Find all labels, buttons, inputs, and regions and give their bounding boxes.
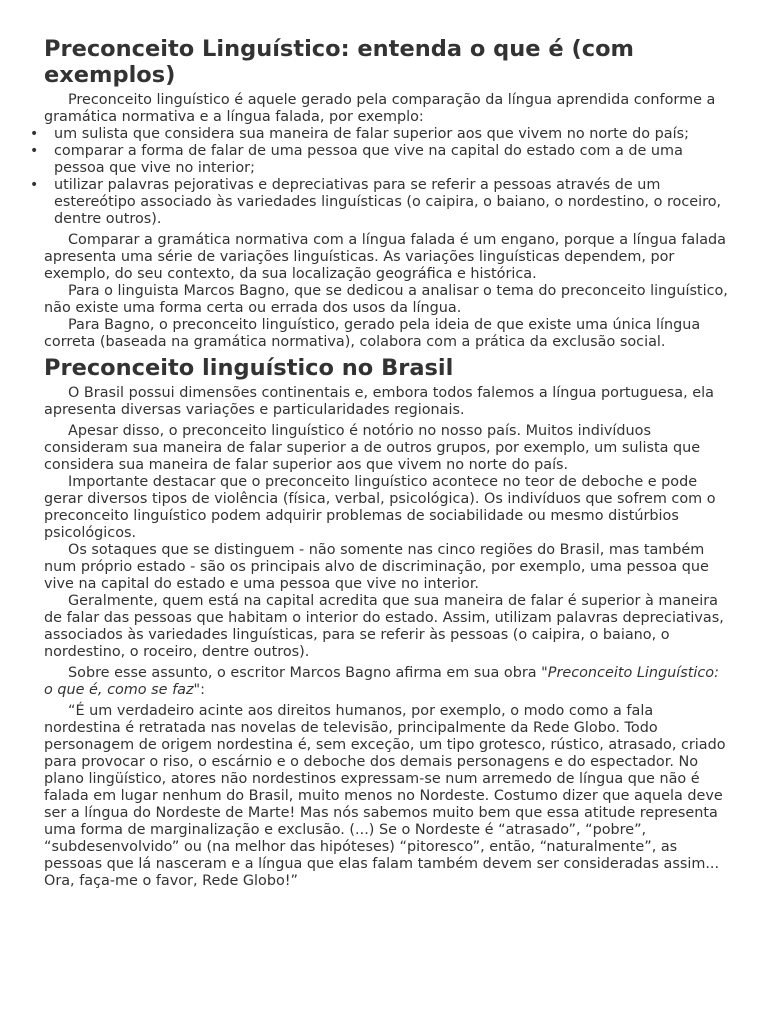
body-paragraph: Os sotaques que se distinguem - não somente nas cinco regiões do Brasil, mas também num próprio estado - são os principais alvo de discriminação, por exemplo, uma pessoa que vive na capital do estado e uma pessoa que vive no interior.: [44, 542, 709, 592]
list-item: • um sulista que considera sua maneira de falar superior aos que vivem no norte do país;: [30, 126, 689, 142]
bullet-icon: •: [30, 143, 39, 159]
body-paragraph: Comparar a gramática normativa com a língua falada é um engano, porque a língua falada apresenta uma série de variações linguísticas. As variações linguísticas dependem, por exemplo, do seu contexto, da sua localização geográfica e histórica.: [44, 232, 727, 282]
examples-list: [30, 126, 728, 228]
bagno-intro-paragraph: Sobre esse assunto, o escritor Marcos Bagno afirma em sua obra "Preconceito Linguístico: o que é, como se faz":: [44, 665, 719, 698]
body-paragraph: Geralmente, quem está na capital acredita que sua maneira de falar é superior à maneira de falar das pessoas que habitam o interior do estado. Assim, utilizam palavras depreciativas, associados às variedades linguísticas, para se referir às pessoas (o caipira, o baiano, o nordestino, o roceiro, dentre outros).: [44, 593, 724, 660]
bullet-icon: •: [30, 177, 39, 193]
list-item: • utilizar palavras pejorativas e depreciativas para se referir a pessoas através de um estereótipo associado às variedades linguísticas (o caipira, o baiano, o nordestino, o roceiro, dentre outros).: [30, 177, 722, 227]
work-title: Preconceito Linguístico: o que é, como se faz: [44, 665, 719, 698]
body-paragraph: Apesar disso, o preconceito linguístico é notório no nosso país. Muitos indivíduos consideram sua maneira de falar superior a de outros grupos, por exemplo, um sulista que considera sua maneira de falar superior aos que vivem no norte do país.: [44, 423, 701, 473]
body-paragraph: Para Bagno, o preconceito linguístico, gerado pela ideia de que existe uma única língua correta (baseada na gramática normativa), colabora com a prática da exclusão social.: [44, 317, 701, 350]
article-body: [30, 36, 728, 890]
list-item: • comparar a forma de falar de uma pessoa que vive na capital do estado com a de uma pessoa que vive no interior;: [30, 143, 683, 176]
article-title: Preconceito Linguístico: entenda o que é (com exemplos): [44, 36, 634, 88]
intro-paragraph: Preconceito linguístico é aquele gerado pela comparação da língua aprendida conforme a gramática normativa e a língua falada, por exemplo:: [44, 92, 716, 125]
body-paragraph: Importante destacar que o preconceito linguístico acontece no teor de deboche e pode gerar diversos tipos de violência (física, verbal, psicológica). Os indivíduos que sofrem com o preconceito linguístico podem adquirir problemas de sociabilidade ou mesmo distúrbios psicológicos.: [44, 474, 716, 541]
section-title: Preconceito linguístico no Brasil: [44, 355, 454, 381]
quote-paragraph: “É um verdadeiro acinte aos direitos humanos, por exemplo, o modo como a fala nordestina é retratada nas novelas de televisão, principalmente da Rede Globo. Todo personagem de origem nordestina é, sem exceção, um tipo grotesco, rústico, atrasado, criado para provocar o riso, o escárnio e o deboche dos demais personagens e do espectador. No plano lingüístico, atores não nordestinos expressam-se num arremedo de língua que não é falada em lugar nenhum do Brasil, muito menos no Nordeste. Costumo dizer que aquela deve ser a língua do Nordeste de Marte! Mas nós sabemos muito bem que essa atitude representa uma forma de marginalização e exclusão. (...) Se o Nordeste é “atrasado”, “pobre”, “subdesenvolvido” ou (na melhor das hipóteses) “pitoresco”, então, “naturalmente”, as pessoas que lá nasceram e a língua que elas falam também devem ser consideradas assim... Ora, faça-me o favor, Rede Globo!”: [44, 703, 726, 889]
body-paragraph: O Brasil possui dimensões continentais e, embora todos falemos a língua portuguesa, ela apresenta diversas variações e particularidades regionais.: [44, 385, 714, 418]
body-paragraph: Para o linguista Marcos Bagno, que se dedicou a analisar o tema do preconceito linguístico, não existe uma forma certa ou errada dos usos da língua.: [44, 283, 728, 316]
bullet-icon: •: [30, 126, 39, 142]
